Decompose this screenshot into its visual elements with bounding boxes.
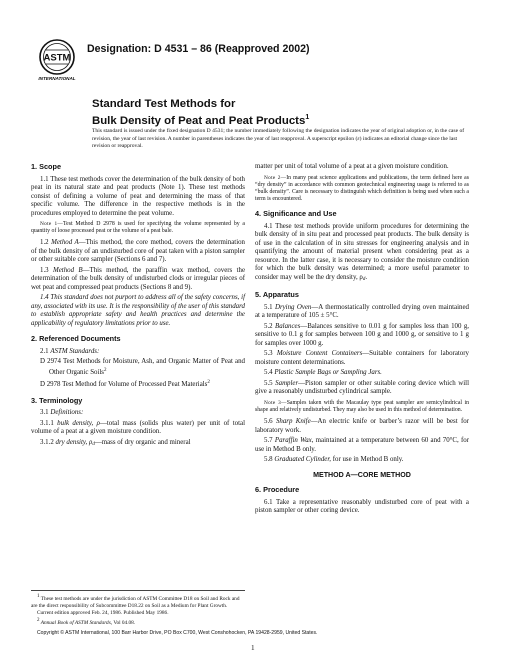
para-5-5-term: Sampler xyxy=(275,379,299,387)
logo-text: ASTM xyxy=(43,52,71,64)
heading-referenced-documents: 2. Referenced Documents xyxy=(31,334,121,344)
para-3-1 xyxy=(31,409,245,418)
para-1-3 xyxy=(31,267,245,293)
para-3-1-2 xyxy=(31,439,245,450)
reference-d2974-footnote: 2 xyxy=(104,367,107,373)
reference-d2974-text: D 2974 Test Methods for Moisture, Ash, and Organic Matter of Peat and Other Organic Soils xyxy=(40,358,245,376)
footnote-2-mark: 2 xyxy=(37,617,40,623)
astm-logo-icon xyxy=(37,38,77,82)
para-1-2 xyxy=(31,239,245,265)
para-3-1-2-text: —mass of dry organic and mineral xyxy=(94,438,191,446)
para-3-1-1-label: 3.1.1 xyxy=(40,419,58,427)
note-3 xyxy=(255,400,469,414)
para-5-6-term: Sharp Knife xyxy=(275,418,311,426)
para-2-1 xyxy=(31,348,245,357)
reference-d2978 xyxy=(40,379,245,390)
para-3-1-term: Definitions: xyxy=(50,409,84,417)
para-4-1-end: . xyxy=(365,273,368,281)
note-2-label: Note 2— xyxy=(264,174,287,181)
para-2-1-label: 2.1 xyxy=(40,347,51,355)
para-5-2-term: Balances xyxy=(275,322,301,330)
para-5-3-label: 5.3 xyxy=(264,350,277,358)
footnote-1-text: These test methods are under the jurisdiction of ASTM Committee D18 on Soil and Rock and are the direct responsibility of Subcommittee D18.22 on Soil as a Medium for Plant Growth. xyxy=(31,596,240,609)
para-3-1-1 xyxy=(31,420,245,437)
footnote-1 xyxy=(31,594,245,609)
footnotes xyxy=(31,590,245,627)
document-title xyxy=(92,98,309,128)
para-5-8-label: 5.8 xyxy=(264,456,275,464)
para-5-6-label: 5.6 xyxy=(264,418,276,426)
para-5-2 xyxy=(255,323,469,349)
para-2-1-term: ASTM Standards: xyxy=(50,347,100,355)
right-column xyxy=(255,163,469,518)
para-5-7 xyxy=(255,437,469,454)
reference-d2974 xyxy=(40,358,245,377)
para-5-7-label: 5.7 xyxy=(264,437,275,445)
note-3-label: Note 3— xyxy=(264,399,287,406)
para-1-1: 1.1 These test methods cover the determination of the bulk density of both peat in its natural state and peat products (Note 1). These test methods consist of defining a volume of peat and determining the mass of that specific volume. The difference in the respective methods is in the procedures employed to determine the peat volume. xyxy=(31,175,245,217)
page-number: 1 xyxy=(251,644,255,652)
footnote-2 xyxy=(31,618,245,627)
para-5-5-text: —Piston sampler or other suitable coring device which will give a reasonably undisturbed cylindrical sample. xyxy=(255,379,469,396)
para-5-6 xyxy=(255,418,469,435)
reference-d2978-footnote: 2 xyxy=(207,380,210,386)
note-2 xyxy=(255,175,469,204)
para-1-2-term: Method A xyxy=(51,239,79,247)
footnote-1-mark: 1 xyxy=(37,594,40,599)
note-1-text: Test Method D 2978 is used for specifying the volume represented by a quantity of loose processed peat or the volume of a peat bale. xyxy=(31,221,246,235)
para-1-3-term: Method B xyxy=(52,266,83,274)
footnote-2-title: Annual Book of ASTM Standards xyxy=(39,619,111,626)
para-3-1-1-term: bulk density, ρ xyxy=(57,419,100,427)
heading-method-a: METHOD A—CORE METHOD xyxy=(313,470,411,479)
heading-procedure: 6. Procedure xyxy=(255,485,300,495)
title-line-2 xyxy=(92,111,309,128)
copyright-notice: Copyright © ASTM International, 100 Barr Harbor Drive, PO Box C700, West Conshohocken, PA 19428-2959, United States. xyxy=(37,630,318,636)
para-5-8-term: Graduated Cylinder, xyxy=(274,456,331,464)
para-5-7-term: Paraffin Wax, xyxy=(274,437,314,445)
para-3-1-2-label: 3.1.2 xyxy=(40,438,56,446)
para-5-5-label: 5.5 xyxy=(264,379,276,387)
para-5-1-label: 5.1 xyxy=(264,303,275,311)
footnote-2-text: , Vol 04.08. xyxy=(110,619,136,626)
title-line-2-text: Bulk Density of Peat and Peat Products xyxy=(92,114,306,127)
para-5-8-text: for use in Method B only. xyxy=(331,456,404,464)
para-3-1-2-subscript: d xyxy=(92,441,95,447)
para-3-1-2-term: dry density, ρ xyxy=(55,438,93,446)
title-line-1: Standard Test Methods for xyxy=(92,98,236,110)
para-5-8 xyxy=(255,456,469,465)
para-5-5 xyxy=(255,380,469,397)
para-1-3-label: 1.3 xyxy=(40,266,53,274)
heading-terminology: 3. Terminology xyxy=(31,395,83,405)
para-5-1-term: Drying Oven xyxy=(274,303,312,311)
heading-significance-and-use: 4. Significance and Use xyxy=(255,209,337,219)
para-5-3-term: Moisture Content Containers xyxy=(276,350,363,358)
para-5-1-text: —A thermostatically controlled drying oven maintained at a temperature of 105 ± 5°C. xyxy=(255,303,469,320)
para-5-4-label: 5.4 xyxy=(264,369,275,377)
designation: Designation: D 4531 – 86 (Reapproved 2002) xyxy=(87,43,310,55)
para-1-2-label: 1.2 xyxy=(40,239,52,247)
para-4-1-text: 4.1 These test methods provide uniform procedures for determining the bulk density of in situ peat and processed peat products. The bulk density is of use in the calculation of in situ stresses for engineering analysis and in quantifying the amount of material present when considering peat as a resource. In the latter case, it is necessary to consider the moisture condition for which the bulk density was determined; a more useful parameter to consider may well be the dry density, ρ xyxy=(255,222,469,281)
para-5-3 xyxy=(255,350,469,367)
para-1-3-text: —This method, the paraffin wax method, covers the determination of the bulk density of undisturbed clods or irregular pieces of wet peat and compressed peat products (Sections 8 and 9). xyxy=(31,266,246,291)
heading-scope: 1. Scope xyxy=(31,162,62,171)
para-6-1: 6.1 Take a representative reasonably undisturbed core of peat with a piston sampler or other coring device. xyxy=(255,498,469,515)
note-2-text: In many peat science applications and publications, the term defined here as “dry density” in accordance with common geotechnical engineering usage is referred to as “bulk density”. Care is necessary to distinguish which definition is being used when such a term is encountered. xyxy=(255,174,469,203)
reference-d2978-text: D 2978 Test Method for Volume of Processed Peat Materials xyxy=(40,381,208,389)
para-5-7-text: maintained at a temperature between 60 and 70°C, for use in Method B only. xyxy=(255,437,470,453)
para-5-6-text: —An electric knife or barber’s razor will be best for laboratory work. xyxy=(255,418,469,434)
note-1-label: Note 1— xyxy=(40,221,64,227)
para-5-4-term: Plastic Sample Bags or Sampling Jars. xyxy=(274,369,382,377)
para-4-1 xyxy=(255,223,469,285)
note-1 xyxy=(31,221,245,235)
title-footnote-ref: 1 xyxy=(305,114,310,121)
para-5-3-text: —Suitable containers for laboratory moisture content determinations. xyxy=(255,350,469,366)
para-3-1-label: 3.1 xyxy=(40,409,51,417)
standard-issuance-note: This standard is issued under the fixed designation D 4531; the number immediately following the designation indicates the year of original adoption or, in the case of revision, the year of last revision. A number in parentheses indicates the year of last reapproval. A superscript epsilon (ε) indicates an editorial change since the last revision or reapproval. xyxy=(92,128,465,150)
para-1-2-text: —This method, the core method, covers the determination of the bulk density of an undisturbed core of peat taken with a piston sampler or other suitable core sampler (Sections 6 and 7). xyxy=(31,239,245,264)
heading-apparatus: 5. Apparatus xyxy=(255,290,299,300)
logo-subtext: INTERNATIONAL xyxy=(38,76,76,81)
para-5-1 xyxy=(255,304,469,321)
para-4-1-subscript: d xyxy=(362,276,366,282)
para-3-1-2-continued: matter per unit of total volume of a peat at a given moisture condition. xyxy=(255,163,449,170)
para-5-2-text: —Balances sensitive to 0.01 g for samples less than 100 g, sensitive to 0.1 g for samples between 100 g and 1000 g, or sensitive to 1 g for samples over 1000 g. xyxy=(255,322,470,347)
note-3-text: Samples taken with the Macaulay type peat sampler are semicylindrical in shape and relatively undisturbed. They may also be used in this method of determination. xyxy=(255,399,469,414)
para-5-4 xyxy=(255,369,469,378)
footnote-1-edition: Current edition approved Feb. 24, 1986. Published May 1986. xyxy=(37,610,169,617)
para-1-4-safety: 1.4 This standard does not purport to address all of the safety concerns, if any, associated with its use. It is the responsibility of the user of this standard to establish appropriate safety and health practices and determine the applicability of regulatory limitations prior to use. xyxy=(31,294,245,327)
para-5-2-label: 5.2 xyxy=(264,322,276,330)
left-column xyxy=(31,163,245,451)
para-3-1-1-text: —total mass (solids plus water) per unit of total volume of a peat at a given moisture condition. xyxy=(31,419,245,436)
